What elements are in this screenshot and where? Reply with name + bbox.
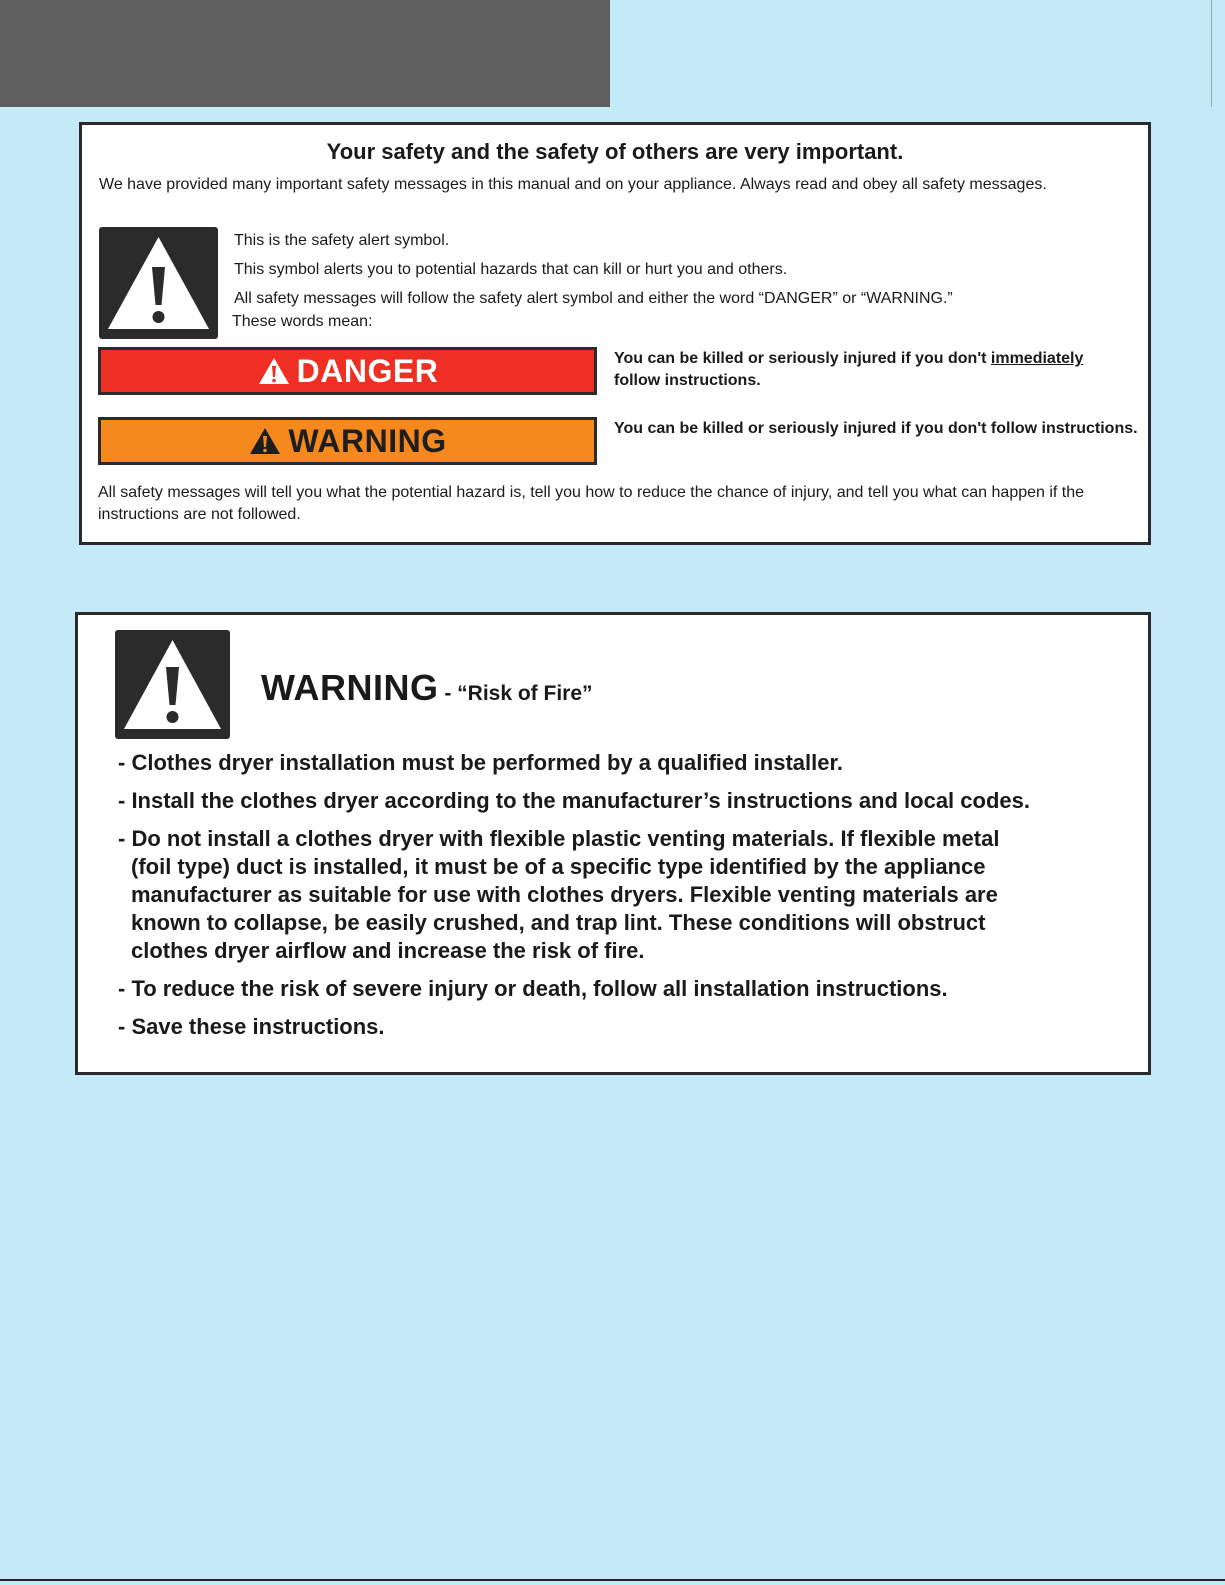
danger-desc-end: follow instructions. [614,372,761,389]
list-item-lead: - Do not install a clothes dryer with flexible plastic venting materials. If flexible metal [118,826,1000,851]
list-item-continuation: known to collapse, be easily crushed, and trap lint. These conditions will obstruct [131,910,986,935]
symbol-explanation [234,232,953,342]
safety-title: Your safety and the safety of others are very important. [326,139,904,164]
symbol-line: These words mean: [232,313,373,330]
list-item-continuation: clothes dryer airflow and increase the risk of fire. [131,938,645,963]
warning-label: WARNING [288,422,447,459]
list-item: - Save these instructions. [118,1014,385,1039]
symbol-line: This symbol alerts you to potential hazards that can kill or hurt you and others. [234,261,788,278]
list-item [118,825,1128,965]
warning-triangle-icon [248,426,282,456]
risk-of-fire-subheading: - “Risk of Fire” [438,682,593,705]
danger-signal-word [98,347,597,395]
danger-label: DANGER [296,352,439,389]
fire-warning-box [75,612,1151,1075]
fire-warning-heading [261,667,593,709]
danger-desc-start: You can be killed or seriously injured if you don't [614,350,991,367]
list-item-continuation: (foil type) duct is installed, it must be of a specific type identified by the appliance [131,854,986,879]
symbol-line: All safety messages will follow the safety alert symbol and either the word “DANGER” or “WARNING.” [234,290,953,307]
list-item: - To reduce the risk of severe injury or death, follow all installation instructions. [118,976,948,1001]
safety-intro: We have provided many important safety messages in this manual and on your appliance. Always read and obey all safety messages. [99,176,1047,193]
safety-info-box [79,122,1151,545]
warning-heading-word: WARNING [261,667,439,708]
fire-warning-list [118,749,1128,1051]
danger-desc-emphasis: immediately [990,350,1084,367]
warning-triangle-icon [257,356,291,386]
safety-alert-icon [99,227,218,339]
header-bar [0,0,610,107]
warning-signal-word [98,417,597,465]
safety-alert-icon [115,630,230,739]
list-item: - Clothes dryer installation must be performed by a qualified installer. [118,750,843,775]
bottom-rule [0,1579,1225,1581]
safety-footer: All safety messages will tell you what the potential hazard is, tell you how to reduce the chance of injury, and tell you what can happen if the instructions are not followed. [98,484,1085,523]
list-item: - Install the clothes dryer according to the manufacturer’s instructions and local codes. [118,788,1030,813]
page-edge [1211,0,1225,107]
symbol-line: This is the safety alert symbol. [234,232,450,249]
list-item-continuation: manufacturer as suitable for use with clothes dryers. Flexible venting materials are [131,882,998,907]
danger-description [614,348,1144,392]
warning-description: You can be killed or seriously injured if you don't follow instructions. [614,420,1138,437]
